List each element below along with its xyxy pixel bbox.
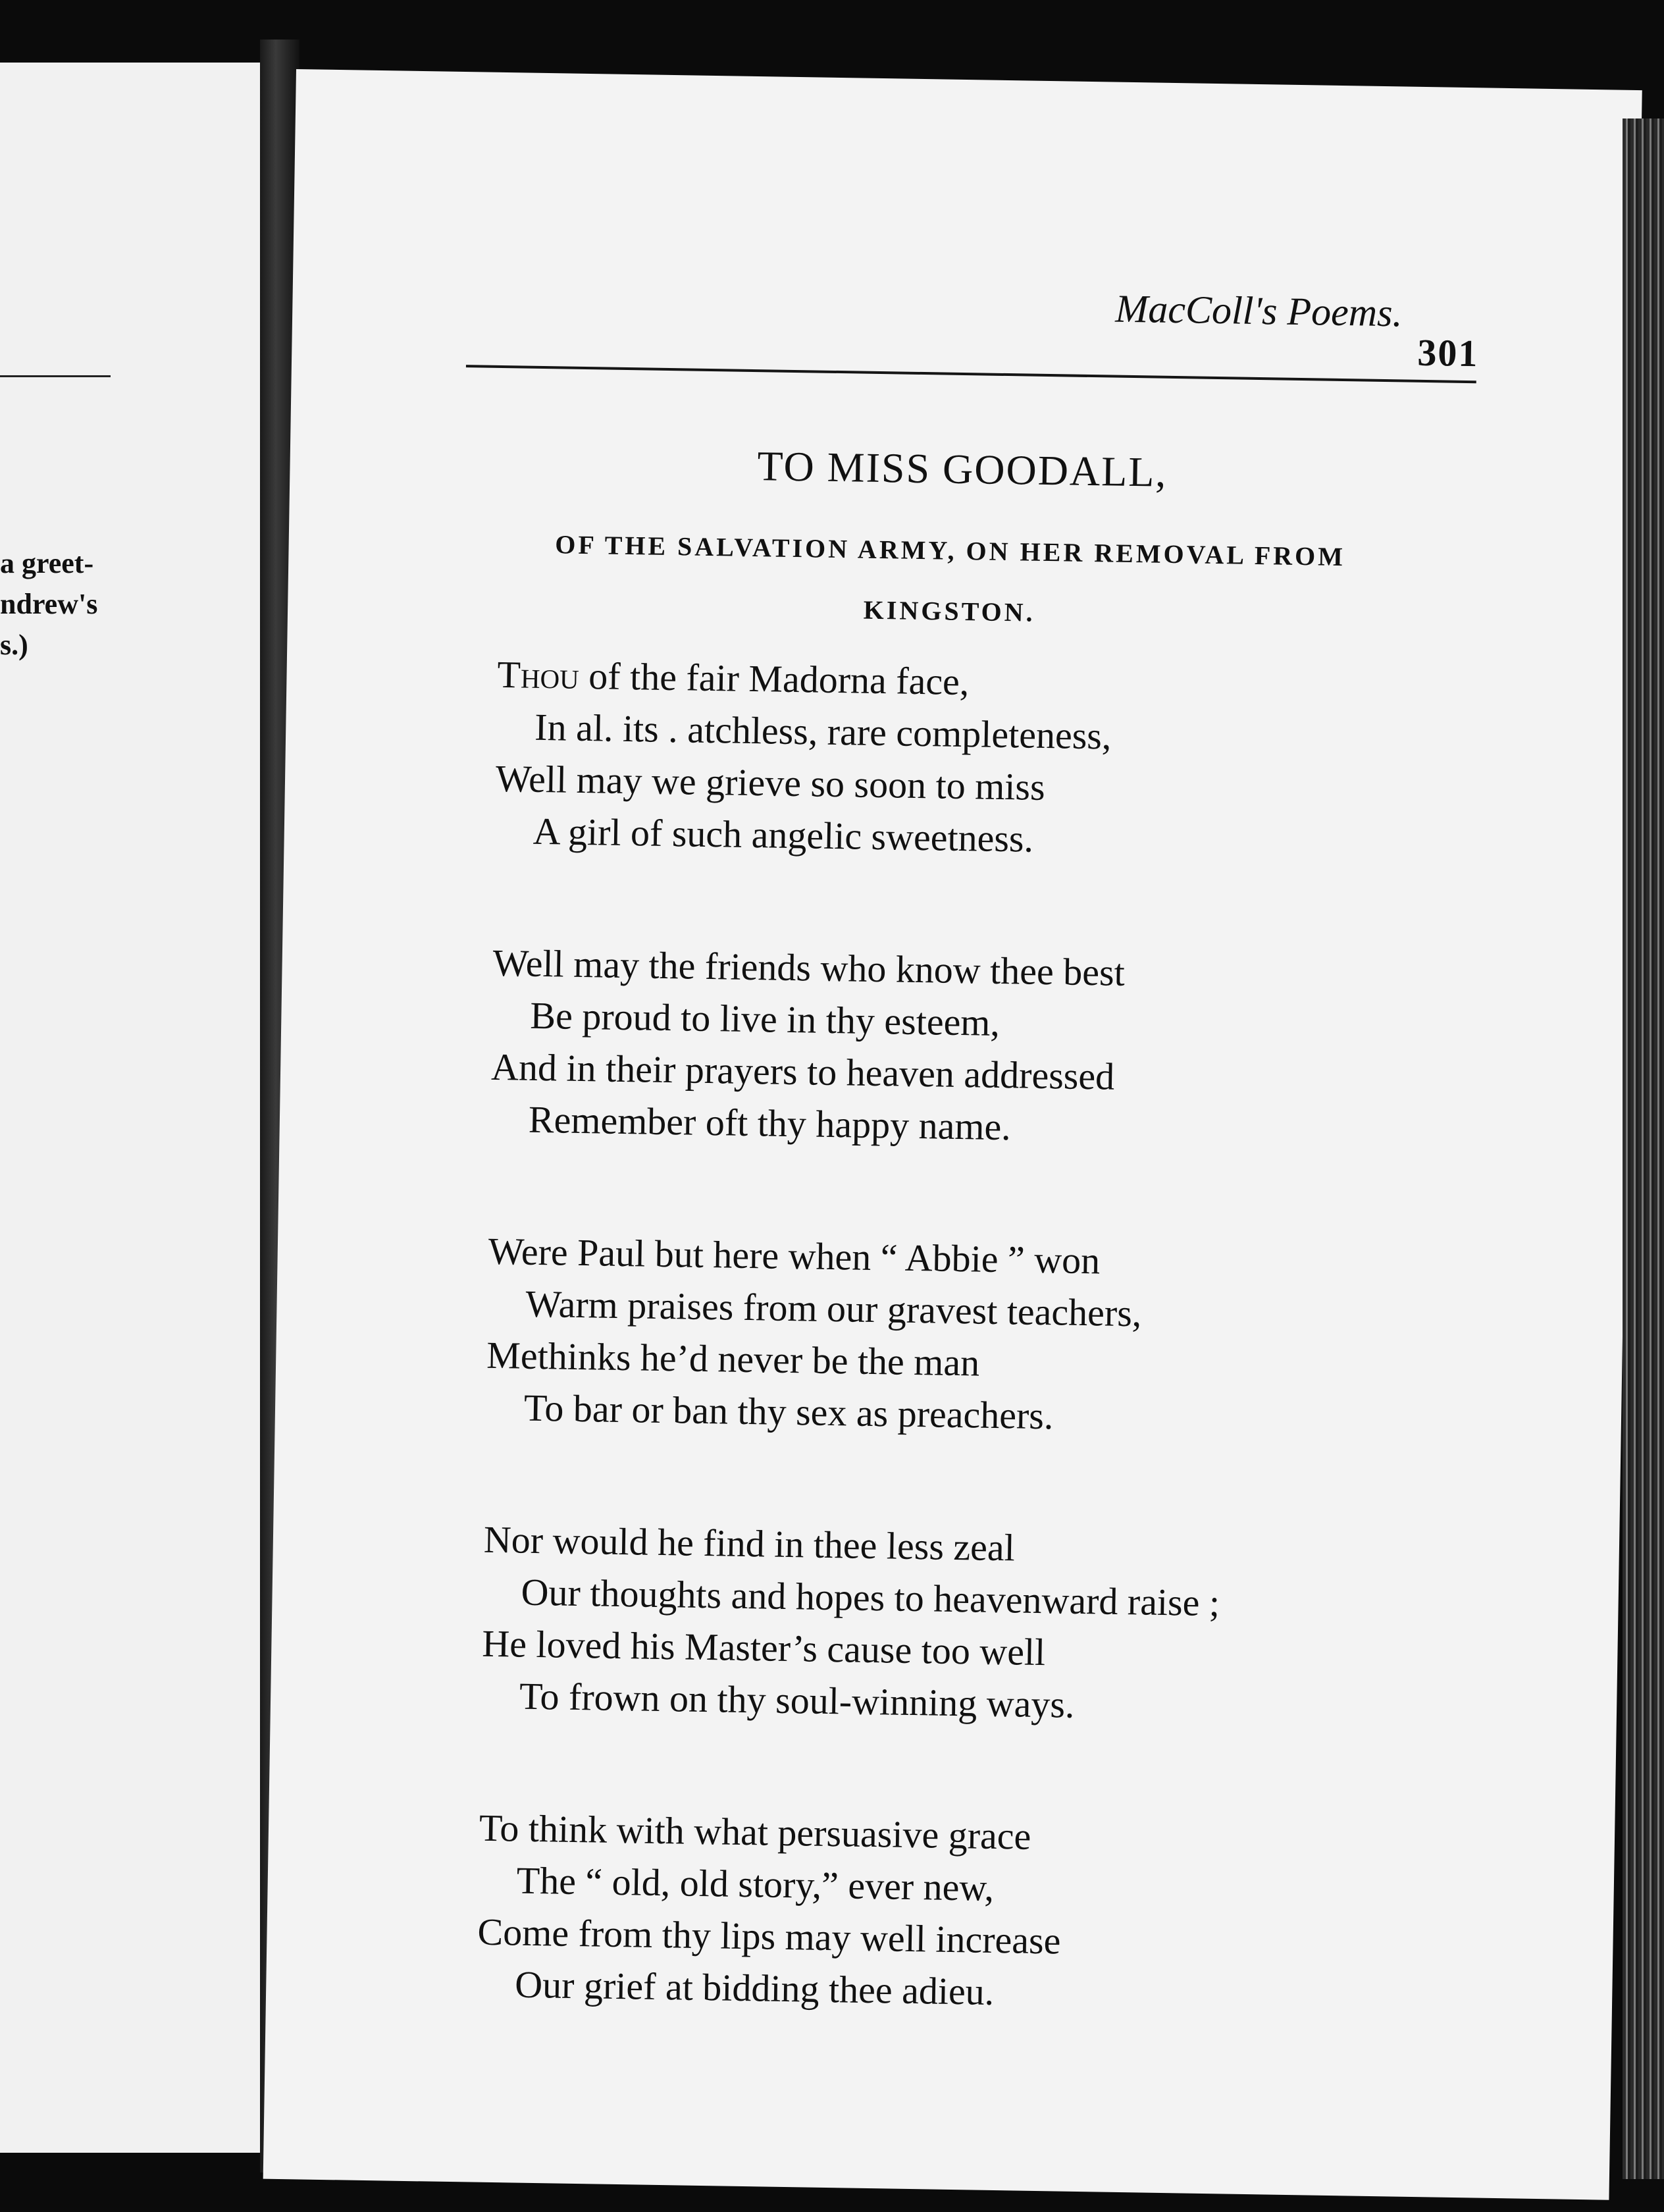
poem-title: TO MISS GOODALL, — [757, 442, 1168, 496]
left-page-text — [0, 543, 97, 666]
poem-line: Were Paul but here when “ Abbie ” won — [488, 1229, 1101, 1282]
left-text-line: ndrew's — [0, 588, 98, 620]
poem-line: Warm praises from our gravest teachers, — [525, 1282, 1142, 1335]
right-page — [263, 69, 1642, 2200]
poem-line: To think with what persuasive grace — [479, 1806, 1031, 1858]
poem-line: Well may we grieve so soon to miss — [495, 756, 1046, 808]
subtitle-line: OF THE SALVATION ARMY, ON HER REMOVAL FROM — [554, 529, 1346, 572]
left-header-rule — [0, 375, 111, 377]
poem-line: Nor would he find in thee less zeal — [483, 1517, 1016, 1569]
stanza — [485, 1225, 1476, 1449]
left-text-line: a greet- — [0, 547, 94, 579]
line-rest: of the fair Madorna face, — [579, 654, 970, 704]
first-word: Thou — [497, 652, 580, 697]
subtitle-line: KINGSTON. — [863, 594, 1035, 627]
poem-line: Come from thy lips may well increase — [477, 1910, 1061, 1962]
page-stack-edge — [1623, 118, 1664, 2179]
poem-line: A girl of such angelic sweetness. — [533, 809, 1034, 860]
poem-line: Well may the friends who know thee best — [492, 941, 1126, 994]
stanza — [477, 1802, 1467, 2026]
page-number: 301 — [1417, 330, 1479, 375]
poem-line: Methinks he’d never be the man — [486, 1333, 980, 1384]
poem-line: And in their prayers to heaven addressed — [490, 1045, 1115, 1098]
poem-line: Remember oft thy happy name. — [528, 1097, 1012, 1149]
stanza — [494, 648, 1485, 872]
header-rule — [466, 365, 1476, 383]
poem-line: Our thoughts and hopes to heavenward raise ; — [521, 1570, 1220, 1625]
left-page — [0, 63, 260, 2153]
poem-line: Be proud to live in thy esteem, — [529, 993, 1001, 1044]
poem-body — [475, 648, 1485, 2105]
stanza — [481, 1514, 1472, 1737]
poem-line: In al. its . atchless, rare completeness, — [534, 705, 1112, 758]
running-head: MacColl's Poems. — [1114, 286, 1403, 335]
poem-line: The “ old, old story,” ever new, — [516, 1858, 995, 1909]
poem-line: To bar or ban thy sex as preachers. — [523, 1386, 1054, 1438]
poem-line: He loved his Master’s cause too well — [481, 1621, 1046, 1674]
poem-line: To frown on thy soul-winning ways. — [519, 1674, 1075, 1726]
stanza — [490, 937, 1480, 1161]
left-text-line: s.) — [0, 629, 28, 661]
poem-subtitle — [479, 513, 1422, 648]
poem-line: Our grief at bidding thee adieu. — [514, 1962, 995, 2014]
